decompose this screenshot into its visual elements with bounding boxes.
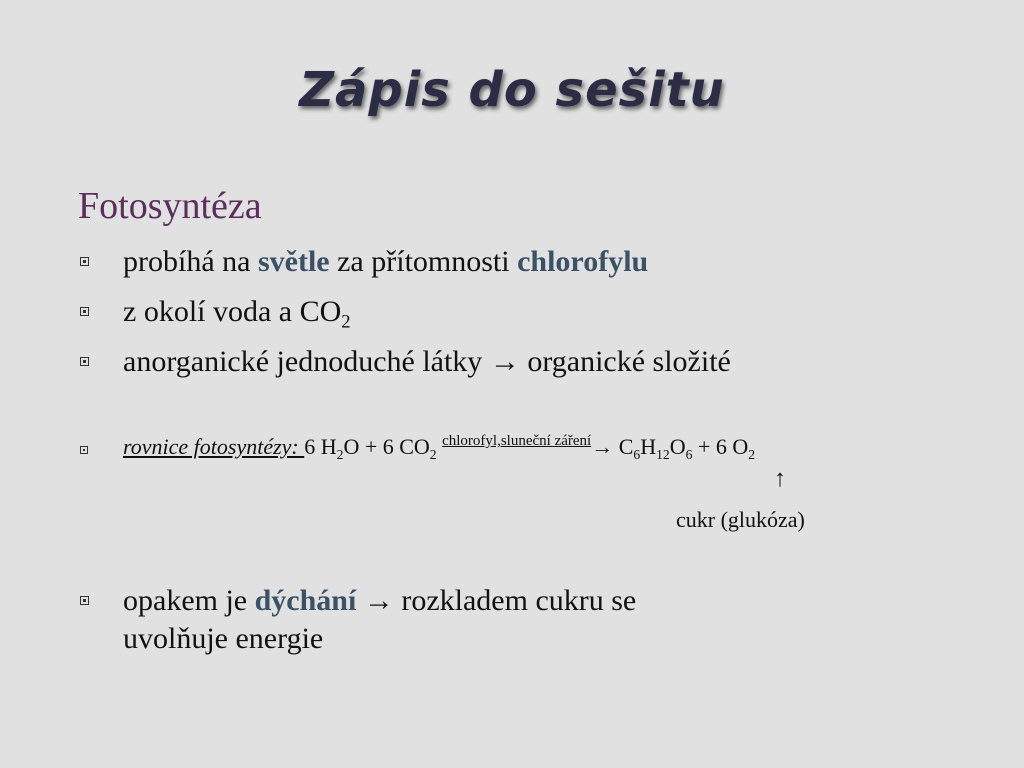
square-bullet-icon [80, 257, 89, 266]
arrow-right-icon: → [591, 434, 614, 459]
bullet-text: opakem je dýchání → rozkladem cukru se [123, 584, 637, 617]
keyword-chlorophyll: chlorofylu [517, 245, 649, 278]
reaction-condition: chlorofyl,sluneční záření [442, 433, 592, 449]
equation-label: rovnice fotosyntézy: [123, 434, 305, 459]
bullet-text: z okolí voda a $CO_2$ [123, 295, 351, 333]
bullet-text: probíhá na světle za přítomnosti chlorofylu [123, 245, 649, 278]
section-heading: Fotosyntéza [78, 185, 262, 227]
photosynthesis-equation: rovnice fotosyntézy: 6 $H_2O + 6$ $CO_2$ chlorofyl,sluneční záření→ $C_6H_{12}O_6 + 6$ $O_2$ [123, 433, 756, 462]
arrow-right-icon: → [489, 345, 520, 378]
product-note: cukr (glukóza) [676, 507, 805, 532]
arrow-right-icon: → [363, 584, 394, 617]
square-bullet-icon [80, 307, 89, 316]
slide-title: Zápis do sešitu [299, 62, 725, 118]
bullet-text: uvolňuje energie [123, 622, 324, 655]
keyword-light: světle [257, 245, 330, 278]
keyword-respiration: dýchání [254, 584, 357, 617]
square-bullet-icon [80, 357, 89, 366]
arrow-up-icon: ↑ [774, 466, 786, 492]
square-bullet-icon [80, 596, 89, 605]
square-bullet-icon [80, 446, 88, 454]
bullet-text: anorganické jednoduché látky → organické složité [123, 345, 731, 378]
